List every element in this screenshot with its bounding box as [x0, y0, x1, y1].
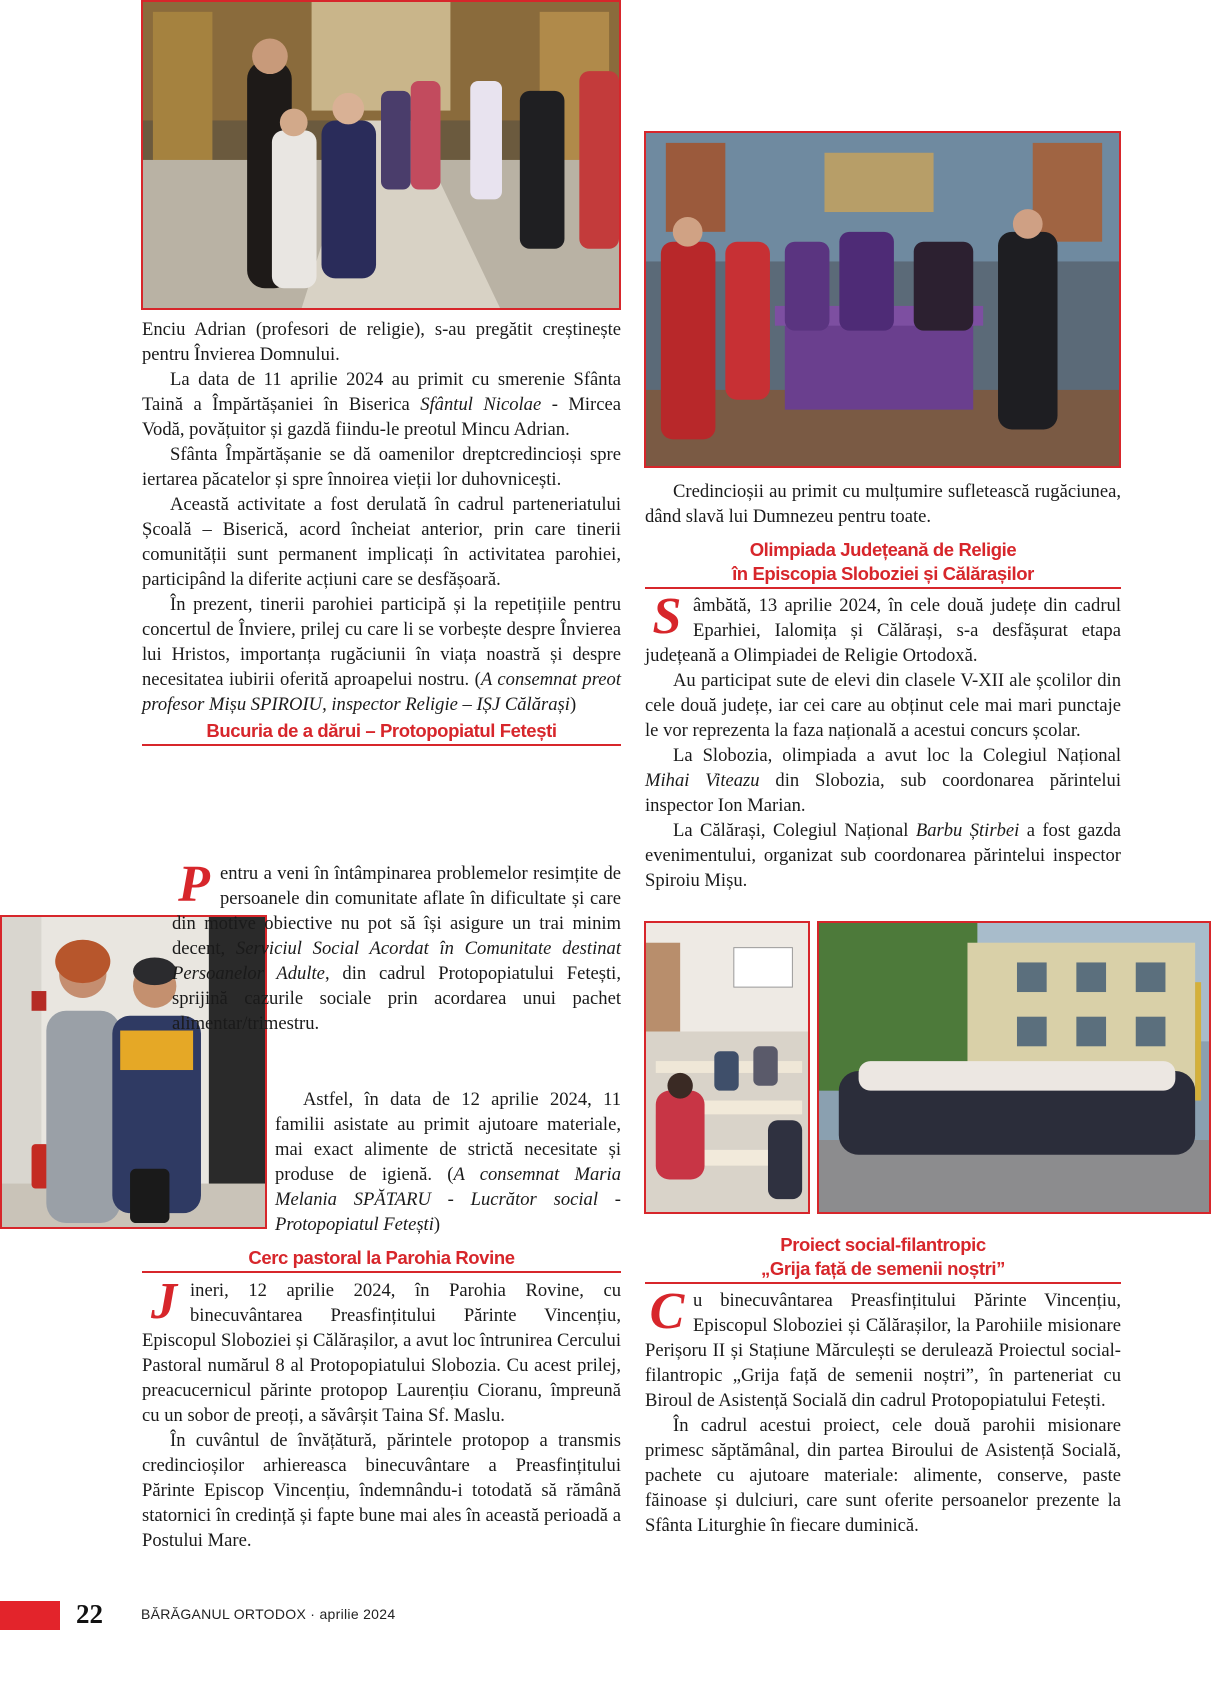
article-social-aid: [172, 856, 621, 1036]
paragraph-participants: Au participat sute de elevi din clasele V-XII ale școlilor din cele două județe, iar cei care au obținut cele mai mari punctaje le vor reprezenta la faza națională a acestui concurs școlar.: [645, 670, 1121, 741]
right-column-bottom: [645, 1233, 1121, 1538]
paragraph-concert: În prezent, tinerii parohiei participă și la repetițiile pentru concertul de Înviere, prilej cu care li se vorbește despre Învierea lui Hristos, importanța rugăciunii în viața noastră și despre necesitatea iubirii oferită aproapelui nostru. (A consemnat preot profesor Mișu SPIROIU, inspector Religie – IȘJ Călărași): [142, 594, 621, 715]
photo-church-children: [141, 0, 621, 310]
dropcap-p: P: [178, 856, 210, 913]
footer-red-block: [0, 1601, 60, 1630]
photo-classroom-olympiad: [644, 921, 810, 1214]
paragraph-project-intro: Cu binecuvântarea Preasfințitului Părinte Vincențiu, Episcopul Sloboziei și Călărașilor, la Parohiile misionare Perișoru II și Stațiune Mărculești se derulează Proiectul social-filantropic „Grija față de semenii noștri”, în parteneriat cu Biroul de Asistență Socială din cadrul Protopopiatului Fetești.: [645, 1283, 1121, 1411]
paragraph-families: Astfel, în data de 12 aprilie 2024, 11 familii asistate au primit ajutoare materiale, mai exact alimente de strictă necesitate și produse de igienă. (A consemnat Maria Melania SPĂTARU - Lucrător social - Protopopiatul Fetești): [275, 1089, 622, 1235]
paragraph-rovine: Jineri, 12 aprilie 2024, în Parohia Rovine, cu binecuvântarea Preasfințitului Părinte Vincențiu, Episcopul Sloboziei și Călărașilor, a avut loc întrunirea Cercului Pastoral numărul 8 al Protopopiatului Slobozia. Cu acest prilej, preacucernicul părinte protopop Laurențiu Cioranu, împreună cu un sobor de preoți, a săvârșit Taina Sf. Maslu.: [142, 1273, 621, 1426]
article-cerc-pastoral: [142, 1246, 621, 1553]
paragraph-slobozia: La Slobozia, olimpiada a avut loc la Colegiul Național Mihai Viteazu din Slobozia, sub coordonarea părintelui inspector Ion Marian.: [645, 745, 1121, 816]
heading-bucuria-de-a-darui: Bucuria de a dărui – Protopopiatul Fetești: [142, 719, 621, 746]
dropcap-s: S: [652, 588, 682, 645]
paragraph-project-details: În cadrul acestui proiect, cele două parohii misionare primesc săptămânal, din partea Biroului de Asistență Socială, pachete cu ajutoare materiale: alimente, conserve, paste făinoase și dulciuri, care sunt oferite persoanelor prezente la Sfânta Liturghie în fiecare duminică.: [645, 1415, 1121, 1536]
dropcap-c: C: [649, 1283, 685, 1340]
paragraph-continuation: Enciu Adrian (profesori de religie), s-au pregătit creștinește pentru Învierea Domnului.: [142, 319, 621, 365]
magazine-title: BĂRĂGANUL ORTODOX: [141, 1606, 307, 1622]
heading-olimpiada: Olimpiada Județeană de Religie în Episcopia Sloboziei și Călărașilor: [645, 538, 1121, 589]
dropcap-j: J: [151, 1273, 177, 1330]
paragraph-communion: La data de 11 aprilie 2024 au primit cu smerenie Sfânta Taină a Împărtășaniei în Biserica Sfântul Nicolae - Mircea Vodă, povățuitor și gazdă fiindu-le preotul Mincu Adrian.: [142, 369, 622, 440]
left-column: [142, 317, 621, 746]
magazine-footer: [141, 1606, 395, 1622]
photo-students-group: [817, 921, 1211, 1214]
page-number: 22: [76, 1599, 103, 1629]
article-social-aid-families: [275, 1087, 621, 1237]
paragraph-calarasi: La Călărași, Colegiul Național Barbu Știrbei a fost gazda evenimentului, organizat sub coordonarea părintelui inspector Spiroiu Mișu.: [645, 820, 1121, 891]
heading-proiect-social: Proiect social-filantropic „Grija față de semenii noștri”: [645, 1233, 1121, 1284]
paragraph-teaching: În cuvântul de învățătură, părintele protopop a transmis credincioșilor arhiereasca binecuvântare a Preasfințitului Părinte Episcop Vincențiu, îndemnându-i totodată să rămână statornici în credință și fapte bune mai ales în această perioadă a Postului Mare.: [142, 1430, 621, 1551]
photo-clergy-service: [644, 131, 1121, 468]
right-column-top: [645, 479, 1121, 893]
paragraph-olympiad-intro: Sâmbătă, 13 aprilie 2024, în cele două județe din cadrul Eparhiei, Ialomița și Călărași, s-a desfășurat etapa județeană a Olimpiadei de Religie Ortodoxă.: [645, 588, 1121, 666]
photo-caption: Credincioșii au primit cu mulțumire sufletească rugăciunea, dând slavă lui Dumnezeu pentru toate.: [645, 481, 1121, 527]
heading-cerc-pastoral: Cerc pastoral la Parohia Rovine: [142, 1246, 621, 1273]
magazine-issue: · aprilie 2024: [306, 1606, 396, 1622]
paragraph-social-service: Pentru a veni în întâmpinarea problemelor resimțite de persoanele din comunitate aflate în dificultate și care din motive obiective nu pot să își asigure un trai minim decent, Serviciul Social Acordat în Comunitate destinat Persoanelor Adulte, din cadrul Protopopiatului Fetești, sprijină cazurile sociale prin acordarea unui pachet alimentar/trimestru.: [172, 856, 621, 1034]
paragraph-partnership: Această activitate a fost derulată în cadrul parteneriatului Școală – Biserică, acord încheiat anterior, prin care tinerii comunității sunt permanent implicați în activitatea parohiei, participând la diferite acțiuni care se desfășoară.: [142, 494, 621, 590]
paragraph-eucharist: Sfânta Împărtășanie se dă oamenilor dreptcredincioși spre iertarea păcatelor și spre înnoirea vieții lor duhovnicești.: [142, 444, 621, 490]
